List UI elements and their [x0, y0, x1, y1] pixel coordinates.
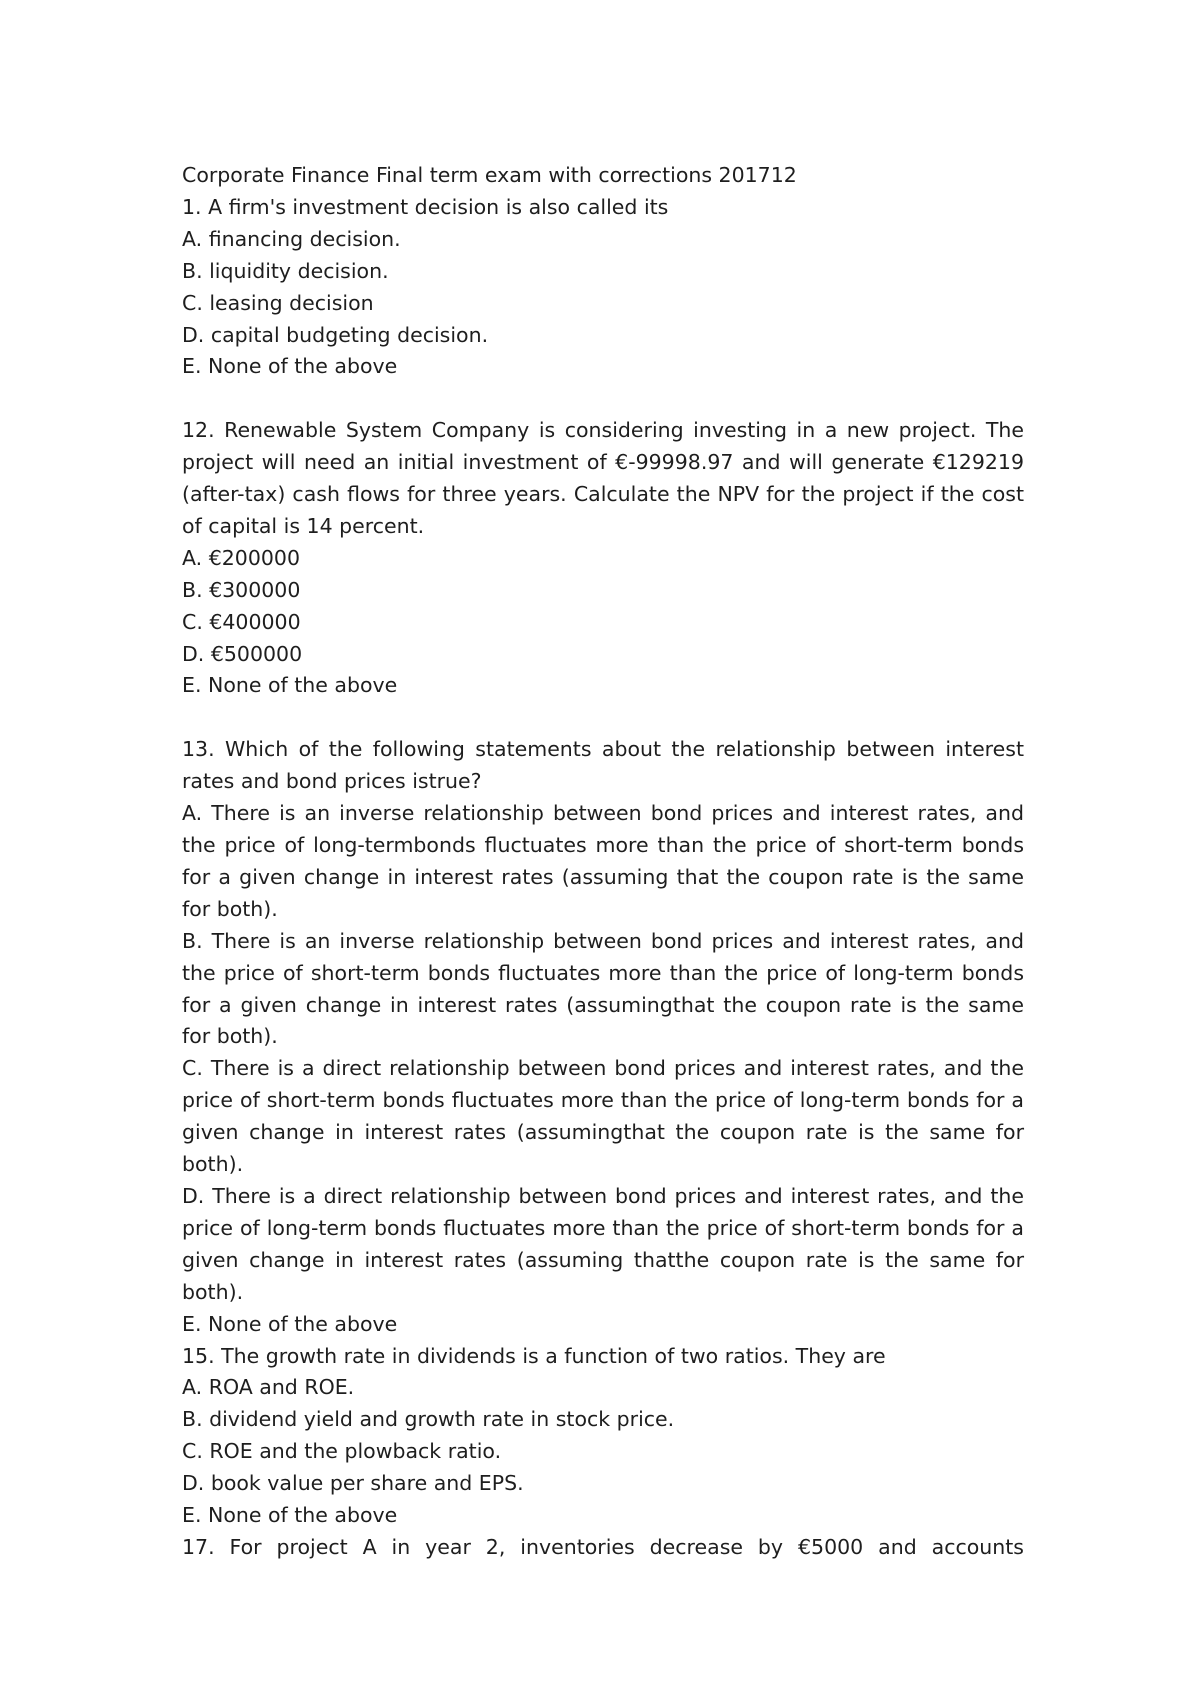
question-1-option-c: C. leasing decision [182, 290, 374, 315]
question-1-stem: 1. A firm's investment decision is also called its [182, 194, 669, 219]
blank-line [182, 702, 1024, 734]
question-1-option-e: E. None of the above [182, 354, 398, 379]
question-1-option-b: B. liquidity decision. [182, 258, 389, 283]
document-page [182, 160, 1024, 1564]
document-title: Corporate Finance Final term exam with corrections 201712 [182, 163, 797, 187]
question-13-option-a: A. There is an inverse relationship between bond prices and interest rates, and the price of long-termbonds fluctuates more than the price of short-term bonds for a given change in interest rates (assuming that the coupon rate is the same for both). [182, 801, 1024, 921]
question-15-option-d: D. book value per share and EPS. [182, 1471, 524, 1496]
question-17-stem: 17. For project A in year 2, inventories decrease by €5000 and accounts [182, 1534, 1024, 1559]
question-13-option-e: E. None of the above [182, 1311, 398, 1336]
question-15-option-a: A. ROA and ROE. [182, 1375, 355, 1400]
question-12-option-b: B. €300000 [182, 577, 301, 602]
question-15-option-c: C. ROE and the plowback ratio. [182, 1439, 502, 1464]
question-13-option-b: B. There is an inverse relationship between bond prices and interest rates, and the price of short-term bonds fluctuates more than the price of long-term bonds for a given change in interest rates (assumingthat the coupon rate is the same for both). [182, 928, 1024, 1049]
question-1-option-d: D. capital budgeting decision. [182, 322, 489, 347]
question-12 [182, 415, 1024, 702]
question-15-option-e: E. None of the above [182, 1503, 398, 1528]
question-12-option-c: C. €400000 [182, 609, 301, 634]
question-13-option-d: D. There is a direct relationship between bond prices and interest rates, and the price of long-term bonds fluctuates more than the price of short-term bonds for a given change in interest rates (assuming thatthe coupon rate is the same for both). [182, 1183, 1024, 1304]
question-15 [182, 1341, 1024, 1532]
question-17 [182, 1532, 1024, 1564]
question-13 [182, 734, 1024, 1340]
question-12-option-d: D. €500000 [182, 641, 303, 666]
question-1 [182, 192, 1024, 383]
question-15-stem: 15. The growth rate in dividends is a function of two ratios. They are [182, 1343, 886, 1368]
question-13-option-c: C. There is a direct relationship between bond prices and interest rates, and the price of short-term bonds fluctuates more than the price of long-term bonds for a given change in interest rates (assumingthat the coupon rate is the same for both). [182, 1056, 1024, 1177]
question-1-option-a: A. financing decision. [182, 226, 401, 251]
question-12-option-a: A. €200000 [182, 545, 300, 570]
blank-line [182, 383, 1024, 415]
question-12-stem: 12. Renewable System Company is considering investing in a new project. The project will need an initial investment of €-99998.97 and will generate €129219 (after-tax) cash flows for three years. Calculate the NPV for the project if the cost of capital is 14 percent. [182, 418, 1024, 538]
question-13-stem: 13. Which of the following statements about the relationship between interest rates and bond prices istrue? [182, 737, 1024, 794]
question-12-option-e: E. None of the above [182, 673, 398, 698]
question-15-option-b: B. dividend yield and growth rate in stock price. [182, 1407, 675, 1432]
